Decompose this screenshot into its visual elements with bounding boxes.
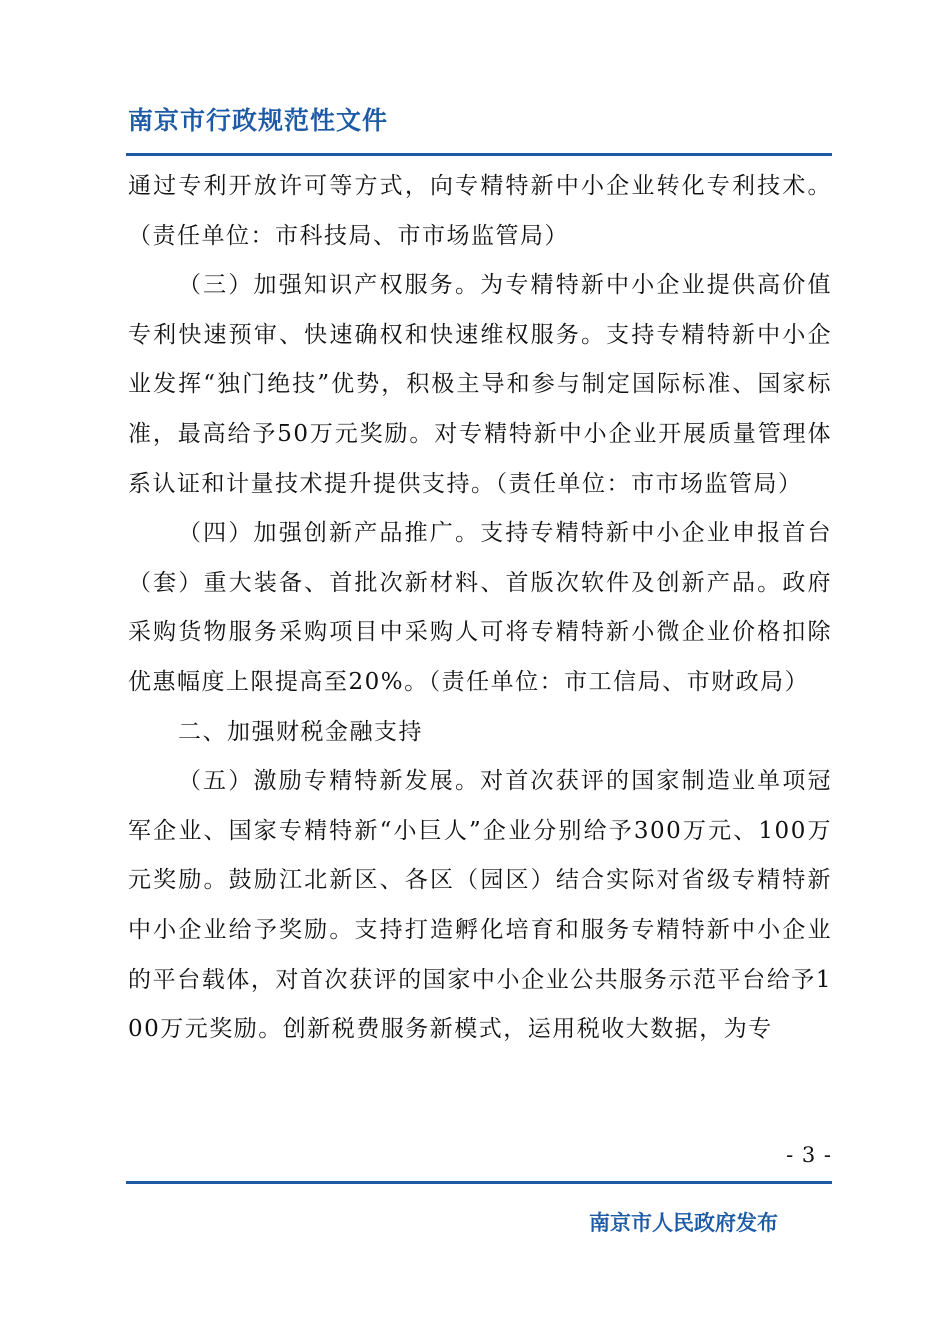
document-body [128,162,832,1055]
paragraph-ip-services: （三）加强知识产权服务。为专精特新中小企业提供高价值专利快速预审、快速确权和快速维权服务。支持专精特新中小企业发挥“独门绝技”优势，积极主导和参与制定国际标准、国家标准，最高给予50万元奖励。对专精特新中小企业开展质量管理体系认证和计量技术提升提供支持。（责任单位：市市场监管局） [128,272,832,497]
paragraph-continuation: 通过专利开放许可等方式，向专精特新中小企业转化专利技术。（责任单位：市科技局、市市场监管局） [128,173,832,249]
footer-publisher: 南京市人民政府发布 [589,1211,778,1235]
page-number: - 3 - [786,1143,832,1167]
document-header-title: 南京市行政规范性文件 [128,106,389,135]
footer-divider [126,1181,832,1184]
paragraph-product-promotion: （四）加强创新产品推广。支持专精特新中小企业申报首台（套）重大装备、首批次新材料、首版次软件及创新产品。政府采购货物服务采购项目中采购人可将专精特新小微企业价格扣除优惠幅度上限提高至20%。（责任单位：市工信局、市财政局） [128,520,832,695]
section-heading-finance: 二、加强财税金融支持 [178,718,423,745]
header-divider [126,153,832,156]
paragraph-incentives: （五）激励专精特新发展。对首次获评的国家制造业单项冠军企业、国家专精特新“小巨人”企业分别给予300万元、100万元奖励。鼓励江北新区、各区（园区）结合实际对省级专精特新中小企业给予奖励。支持打造孵化培育和服务专精特新中小企业的平台载体，对首次获评的国家中小企业公共服务示范平台给予100万元奖励。创新税费服务新模式，运用税收大数据，为专 [128,768,832,1043]
